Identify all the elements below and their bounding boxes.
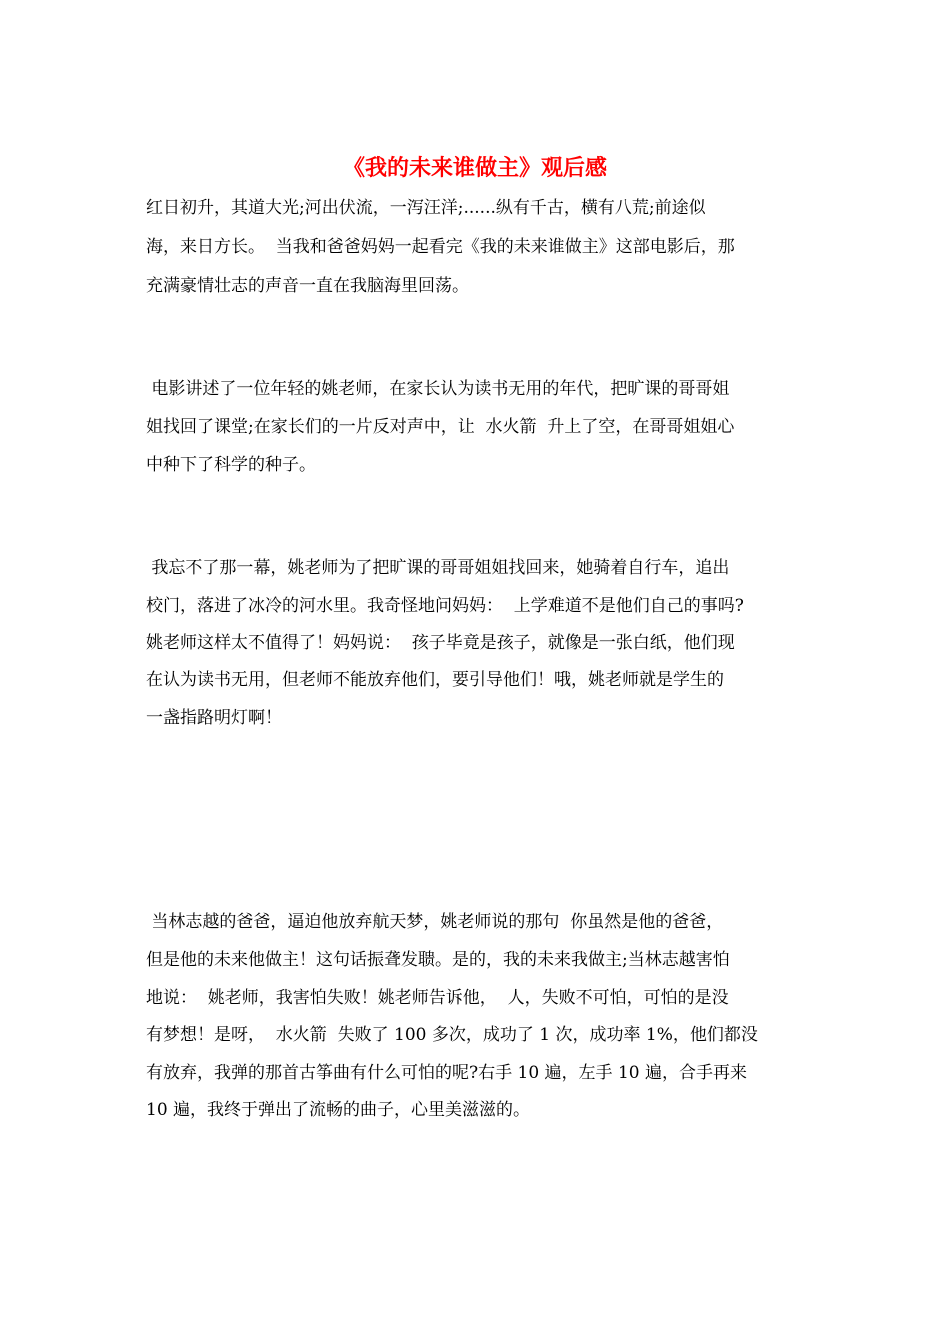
paragraph-line: 充满豪情壮志的声音一直在我脑海里回荡。 [146,276,469,296]
paragraph-line: 地说： 姚老师，我害怕失败！姚老师告诉他， 人，失败不可怕，可怕的是没 [146,988,729,1008]
paragraph-line: 电影讲述了一位年轻的姚老师，在家长认为读书无用的年代，把旷课的哥哥姐 [146,379,730,399]
paragraph-line: 红日初升，其道大光;河出伏流，一泻汪洋;......纵有千古，横有八荒;前途似 [146,198,706,218]
paragraph-line: 中种下了科学的种子。 [146,455,316,475]
paragraph-line: 我忘不了那一幕，姚老师为了把旷课的哥哥姐姐找回来，她骑着自行车，追出 [146,558,730,578]
paragraph-line: 有梦想！是呀， 水火箭 失败了 100 多次，成功了 1 次，成功率 1%，他们都没 [146,1025,758,1045]
paragraph-line: 一盏指路明灯啊！ [146,708,282,728]
paragraph-line: 姚老师这样太不值得了！妈妈说： 孩子毕竟是孩子，就像是一张白纸，他们现 [146,633,735,653]
paragraph-line: 姐找回了课堂;在家长们的一片反对声中，让 水火箭 升上了空，在哥哥姐姐心 [146,417,735,437]
page-title: 《我的未来谁做主》观后感 [342,155,607,181]
paragraph-line: 有放弃，我弹的那首古筝曲有什么可怕的呢?右手 10 遍，左手 10 遍，合手再来 [146,1063,747,1083]
paragraph-line: 但是他的未来他做主！这句话振聋发聩。是的，我的未来我做主;当林志越害怕 [146,950,730,970]
paragraph-line: 海，来日方长。 当我和爸爸妈妈一起看完《我的未来谁做主》这部电影后，那 [146,237,735,257]
paragraph-line: 10 遍，我终于弹出了流畅的曲子，心里美滋滋的。 [146,1100,531,1120]
paragraph-line: 校门，落进了冰冷的河水里。我奇怪地问妈妈： 上学难道不是他们自己的事吗? [146,596,744,616]
paragraph-line: 在认为读书无用，但老师不能放弃他们，要引导他们！哦，姚老师就是学生的 [146,670,724,690]
paragraph-line: 当林志越的爸爸，逼迫他放弃航天梦，姚老师说的那句 你虽然是他的爸爸， [146,912,724,932]
